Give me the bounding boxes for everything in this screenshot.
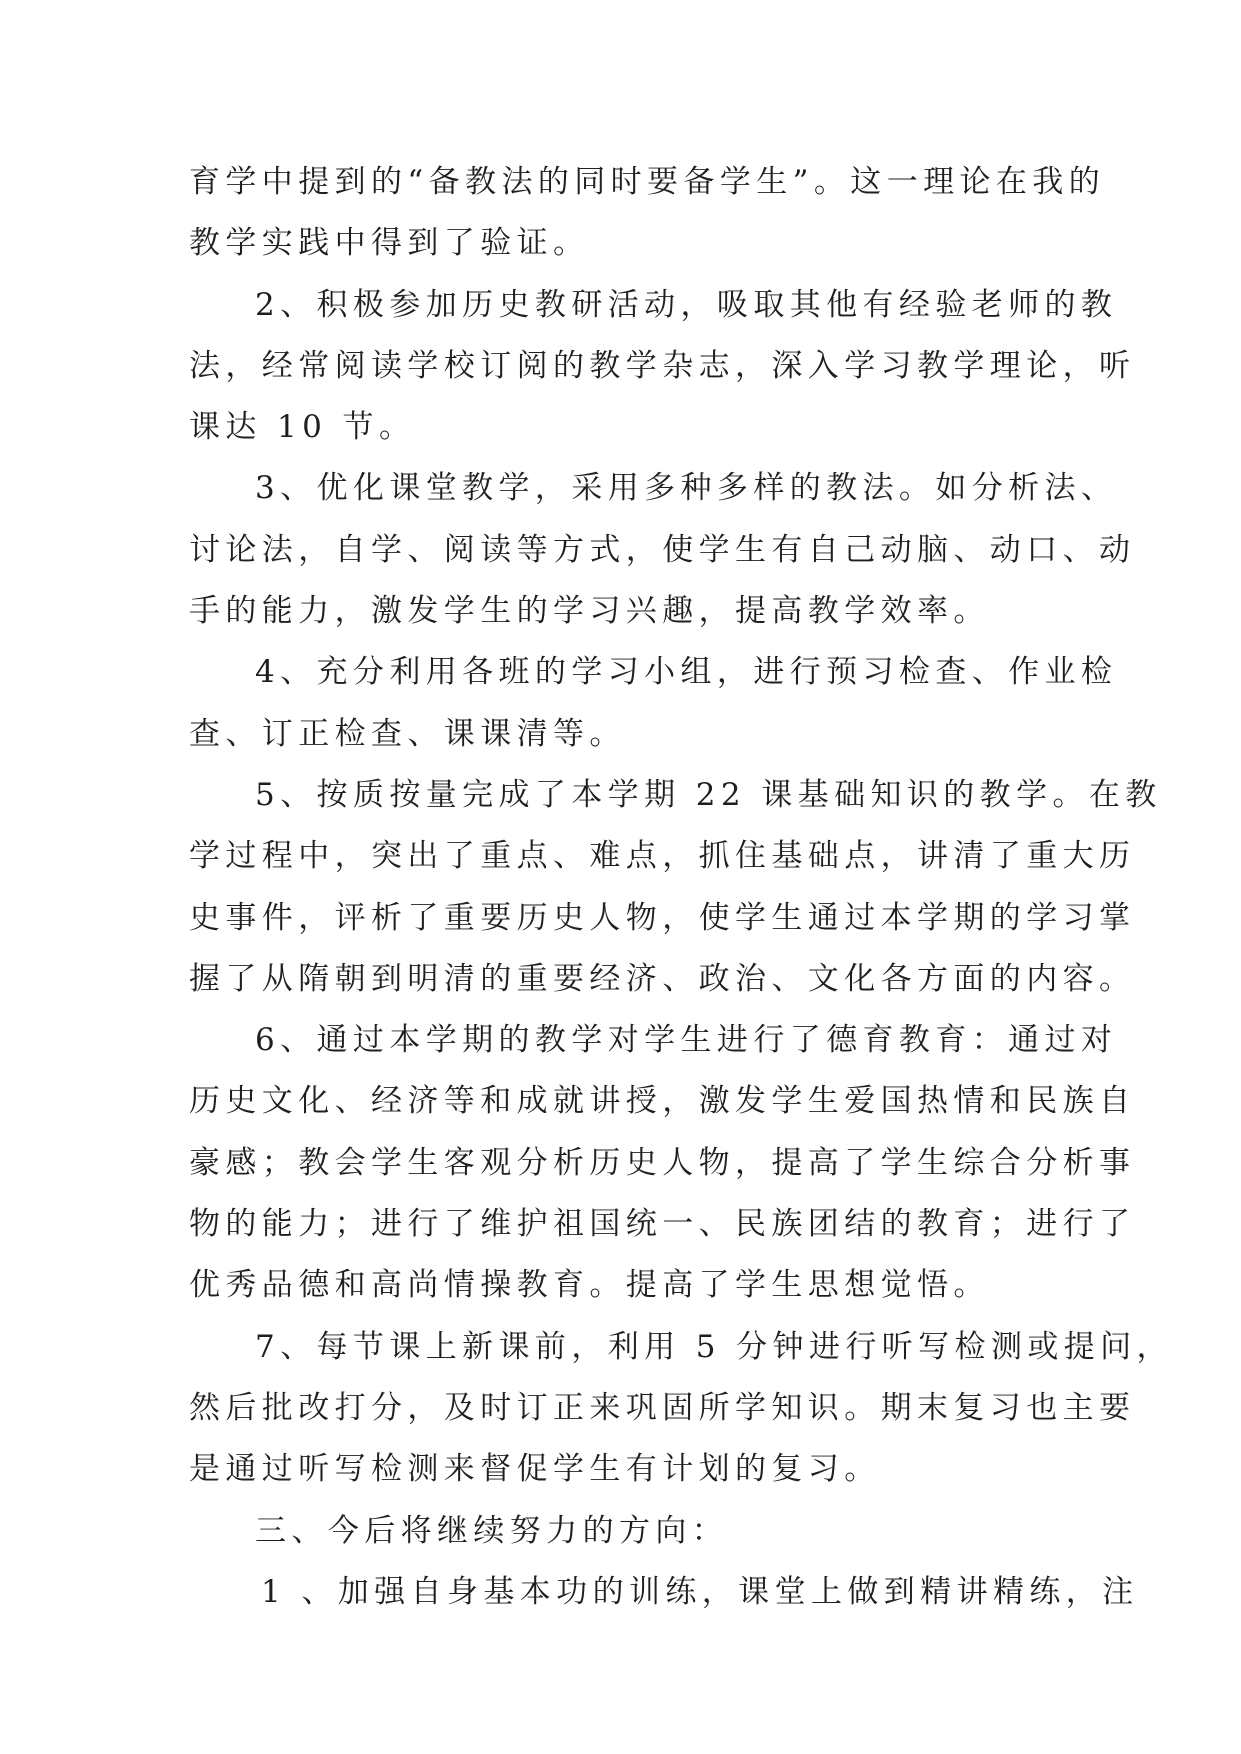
- text-line: 讨论法，自学、阅读等方式，使学生有自己动脑、动口、动: [189, 531, 1136, 568]
- text-line: 育学中提到的“备教法的同时要备学生”。这一理论在我的: [189, 164, 1106, 200]
- text-line: 然后批改打分，及时订正来巩固所学知识。期末复习也主要: [189, 1389, 1136, 1426]
- text-line: 豪感；教会学生客观分析历史人物，提高了学生综合分析事: [189, 1144, 1136, 1181]
- list-item-5-start: 5、按质按量完成了本学期 22 课基础知识的教学。在教: [255, 776, 1162, 813]
- text-line: 法，经常阅读学校订阅的教学杂志，深入学习教学理论，听: [189, 347, 1136, 384]
- text-line: 历史文化、经济等和成就讲授，激发学生爱国热情和民族自: [189, 1083, 1136, 1120]
- list-item-4-start: 4、充分利用各班的学习小组，进行预习检查、作业检: [255, 654, 1118, 691]
- text-line: 查、订正检查、课课清等。: [189, 715, 626, 752]
- list-item-1-start: 1 、加强自身基本功的训练，课堂上做到精讲精练，注: [261, 1573, 1139, 1610]
- text-line: 物的能力；进行了维护祖国统一、民族团结的教育；进行了: [189, 1206, 1136, 1243]
- text-line: 是通过听写检测来督促学生有计划的复习。: [189, 1451, 881, 1488]
- section-heading: 三、今后将继续努力的方向：: [255, 1512, 729, 1549]
- list-item-2-start: 2、积极参加历史教研活动，吸取其他有经验老师的教: [255, 286, 1118, 323]
- text-line: 课达 10 节。: [189, 409, 416, 446]
- text-line: 优秀品德和高尚情操教育。提高了学生思想觉悟。: [189, 1267, 990, 1304]
- text-line: 史事件，评析了重要历史人物，使学生通过本学期的学习掌: [189, 899, 1136, 936]
- list-item-6-start: 6、通过本学期的教学对学生进行了德育教育：通过对: [255, 1022, 1118, 1059]
- text-line: 教学实践中得到了验证。: [189, 225, 590, 262]
- list-item-3-start: 3、优化课堂教学，采用多种多样的教法。如分析法、: [255, 470, 1118, 507]
- list-item-7-start: 7、每节课上新课前，利用 5 分钟进行听写检测或提问，: [255, 1328, 1173, 1365]
- text-line: 手的能力，激发学生的学习兴趣，提高教学效率。: [189, 593, 990, 630]
- text-line: 握了从隋朝到明清的重要经济、政治、文化各方面的内容。: [189, 960, 1136, 997]
- document-body: [189, 152, 1173, 1623]
- text-line: 学过程中，突出了重点、难点，抓住基础点，讲清了重大历: [189, 838, 1136, 875]
